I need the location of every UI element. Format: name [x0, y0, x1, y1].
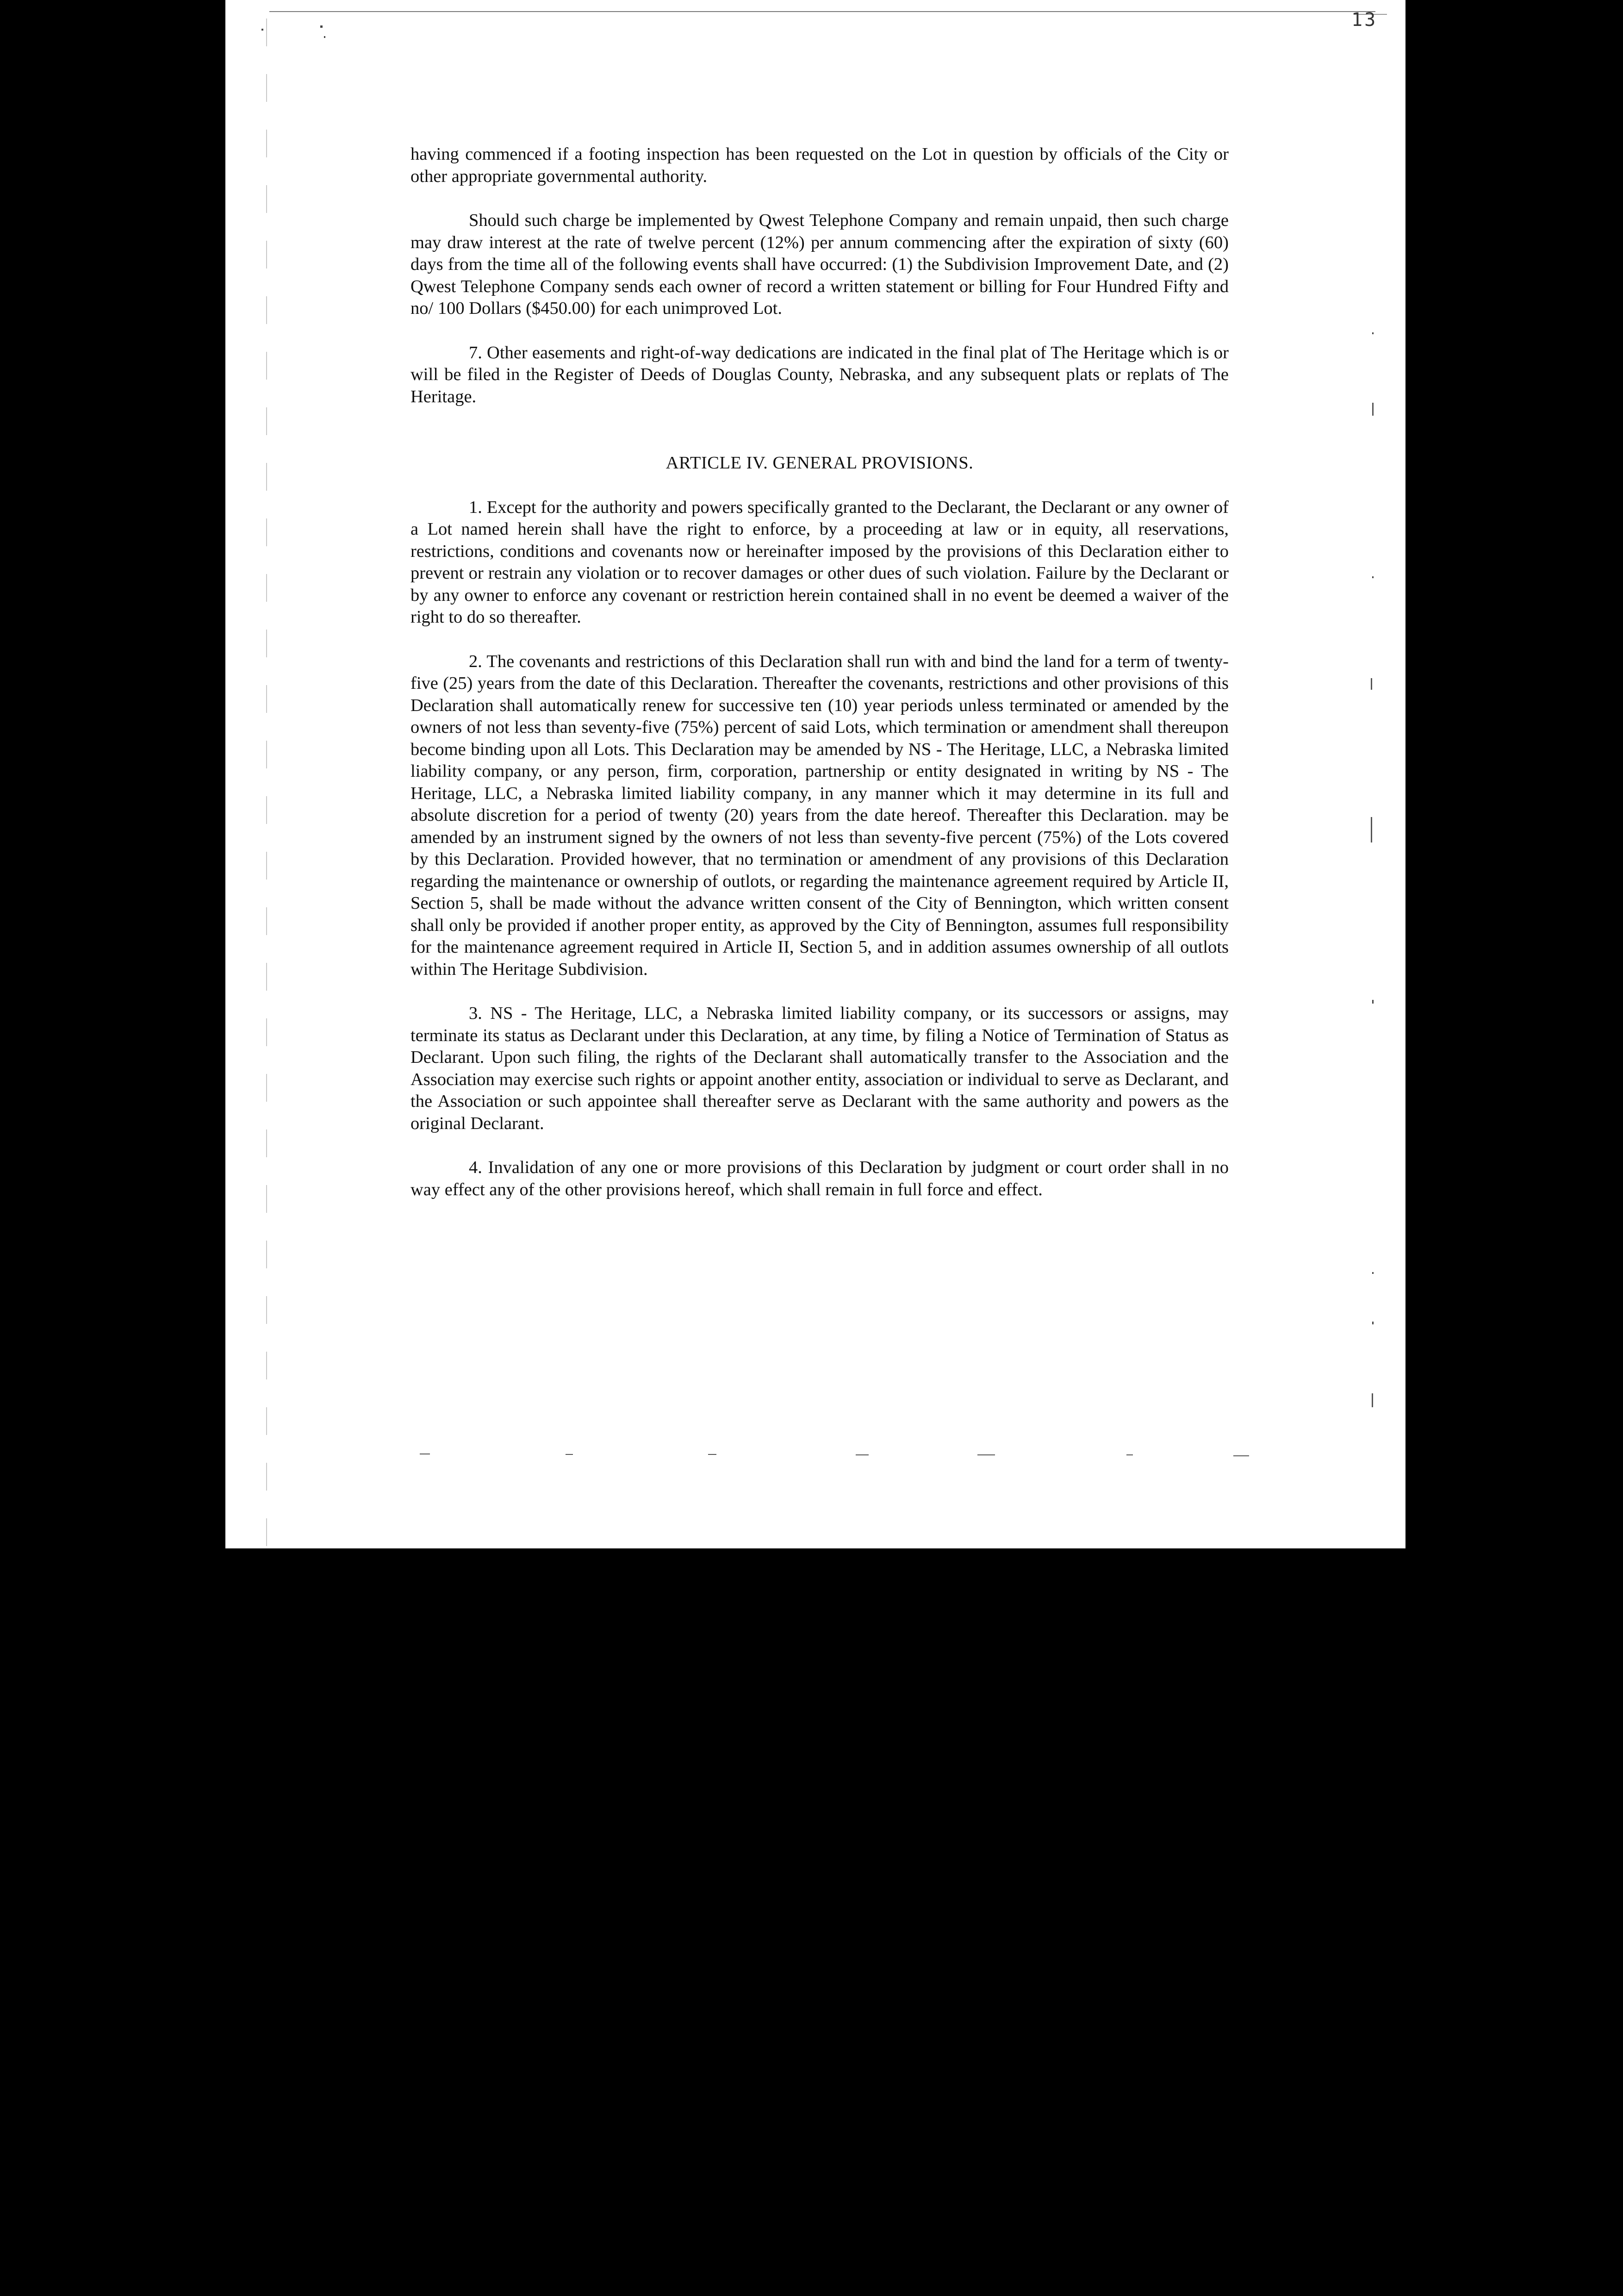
- document-body: [410, 144, 1229, 1223]
- scan-speck: [1372, 1272, 1374, 1274]
- scan-speck: [1372, 576, 1374, 578]
- left-scan-edge: [266, 19, 267, 1546]
- scan-speck: [320, 25, 323, 28]
- paragraph-severability: 4. Invalidation of any one or more provisions of this Declaration by judgment or court order shall in no way effect any of the other provisions hereof, which shall remain in full force and effect.: [410, 1158, 1229, 1199]
- bottom-scan-dash: [566, 1454, 573, 1455]
- bottom-scan-dash: [1126, 1454, 1133, 1455]
- article-heading: ARTICLE IV. GENERAL PROVISIONS.: [665, 453, 974, 473]
- paragraph-declarant-termination: 3. NS - The Heritage, LLC, a Nebraska limited liability company, or its successors or assigns, may terminate its status as Declarant under this Declaration, at any time, by filing a Notice of Termination of Status as Declarant. Upon such filing, the rights of the Declarant shall automatically transfer to the Association and the Association may exercise such rights or appoint another entity, association or individual to serve as Declarant, and the Association or such appointee shall thereafter serve as Declarant with the same authority and powers as the original Declarant.: [410, 1004, 1229, 1133]
- margin-mark: [1372, 1393, 1373, 1407]
- bottom-scan-dash: [708, 1454, 716, 1455]
- margin-mark: [1371, 817, 1372, 842]
- scan-speck: [1372, 332, 1374, 334]
- scan-speck: [1372, 1000, 1374, 1004]
- paragraph-easements: 7. Other easements and right-of-way dedications are indicated in the final plat of The Heritage which is or will be filed in the Register of Deeds of Douglas County, Nebraska, and any subsequent plats or replats of The Heritage.: [410, 343, 1229, 406]
- scan-speck: [1372, 1322, 1374, 1324]
- page-number: 13: [1351, 9, 1378, 31]
- paragraph-enforcement: 1. Except for the authority and powers specifically granted to the Declarant, the Declarant or any owner of a Lot named herein shall have the right to enforce, by a proceeding at law or in equity, all reservations, restrictions, conditions and covenants now or hereinafter imposed by the provisions of this Declaration either to prevent or restrain any violation or to recover damages or other dues of such violation. Failure by the Declarant or by any owner to enforce any covenant or restriction herein contained shall in no event be deemed a waiver of the right to do so thereafter.: [410, 497, 1229, 627]
- bottom-scan-dash: [977, 1454, 995, 1455]
- paragraph-term-amendment: 2. The covenants and restrictions of this Declaration shall run with and bind the land for a term of twenty-five (25) years from the date of this Declaration. Thereafter the covenants, restrictions and other provisions of this Declaration shall automatically renew for successive ten (10) year periods unless terminated or amended by the owners of not less than seventy-five (75%) percent of said Lots, which termination or amendment shall thereupon become binding upon all Lots. This Declaration may be amended by NS - The Heritage, LLC, a Nebraska limited liability company, or any person, firm, corporation, partnership or entity designated in writing by NS - The Heritage, LLC, a Nebraska limited liability company, in any manner which it may determine in its full and absolute discretion for a period of twenty (20) years from the date hereof. Thereafter this Declaration. may be amended by an instrument signed by the owners of not less than seventy-five percent (75%) of the Lots covered by this Declaration. Provided however, that no termination or amendment of any provisions of this Declaration regarding the maintenance or ownership of outlots, or regarding the maintenance agreement required by Article II, Section 5, shall be made without the advance written consent of the City of Bennington, which written consent shall only be provided if another proper entity, as approved by the City of Bennington, assumes full responsibility for the maintenance agreement required in Article II, Section 5, and in addition assumes ownership of all outlots within The Heritage Subdivision.: [410, 651, 1229, 979]
- scan-speck: [261, 29, 263, 31]
- margin-mark: [1372, 403, 1374, 416]
- bottom-scan-dash: [856, 1454, 869, 1455]
- paragraph-continuation: having commenced if a footing inspection has been requested on the Lot in question by officials of the City or other appropriate governmental authority.: [410, 144, 1229, 186]
- margin-mark: [1371, 678, 1372, 690]
- top-scan-rule: [269, 11, 1375, 12]
- scan-speck: [324, 36, 325, 38]
- paragraph-qwest-charge: Should such charge be implemented by Qwest Telephone Company and remain unpaid, then such charge may draw interest at the rate of twelve percent (12%) per annum commencing after the expiration of sixty (60) days from the time all of the following events shall have occurred: (1) the Subdivision Improvement Date, and (2) Qwest Telephone Company sends each owner of record a written statement or billing for Four Hundred Fifty and no/ 100 Dollars ($450.00) for each unimproved Lot.: [410, 211, 1229, 318]
- bottom-scan-dash: [1233, 1455, 1249, 1456]
- scanned-page: [225, 0, 1405, 1548]
